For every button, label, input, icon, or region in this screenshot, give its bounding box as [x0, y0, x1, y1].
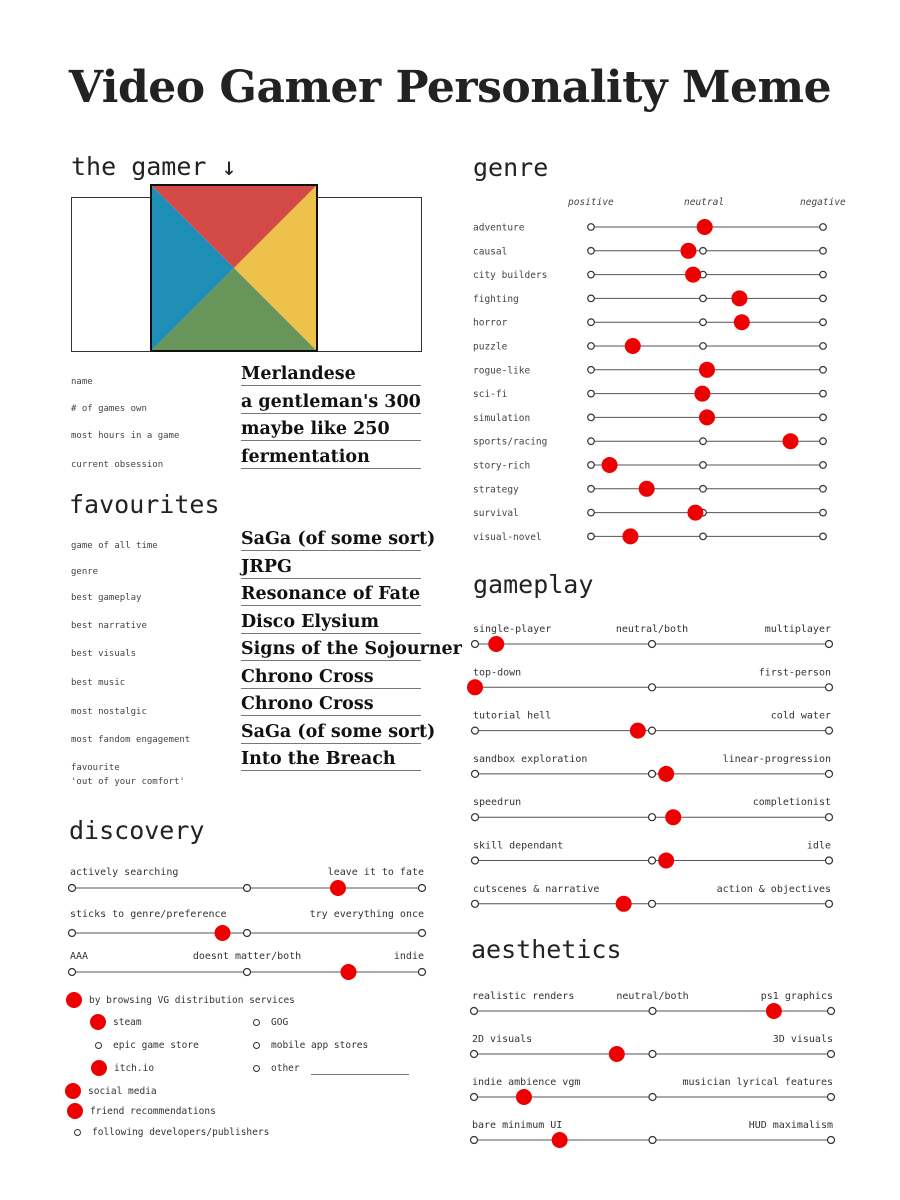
gamer-field-value[interactable]: maybe like 250 — [241, 419, 421, 441]
genre-label: simulation — [473, 412, 531, 424]
discovery-option-label: following developers/publishers — [92, 1126, 270, 1138]
gameplay-scale-left-label: skill dependant — [473, 840, 564, 852]
gameplay-scale-right-label: completionist — [752, 797, 831, 809]
aesthetics-scale-right-label: musician lyrical features — [682, 1077, 833, 1088]
genre-label: sci-fi — [473, 389, 508, 401]
discovery-option-label: steam — [113, 1016, 142, 1028]
discovery-option-label: friend recommendations — [90, 1105, 216, 1117]
aesthetics-scale-right-label: ps1 graphics — [760, 991, 833, 1002]
genre-label: horror — [473, 317, 508, 329]
discovery-scale-left-label: AAA — [70, 951, 89, 962]
gameplay-scale-right-label: cold water — [770, 710, 831, 722]
favourite-value[interactable]: Chrono Cross — [241, 694, 421, 716]
aesthetics-scale-tick — [828, 1137, 835, 1144]
aesthetics-scale-tick — [471, 1008, 478, 1015]
favourite-label: best visuals — [71, 649, 137, 659]
favourite-value[interactable]: Into the Breach — [241, 749, 421, 771]
gameplay-heading: gameplay — [473, 570, 594, 599]
gamer-field-value[interactable]: Merlandese — [241, 364, 421, 386]
genre-label: strategy — [473, 484, 519, 496]
genre-label: puzzle — [473, 341, 508, 353]
favourite-label: game of all time — [71, 541, 158, 551]
aesthetics-scale-marker[interactable] — [766, 1003, 782, 1019]
genre-label: city builders — [473, 270, 548, 282]
genre-label: story-rich — [473, 460, 531, 472]
genre-label: rogue-like — [473, 365, 531, 377]
genre-label: survival — [473, 508, 519, 520]
aesthetics-scale-right-label: 3D visuals — [772, 1034, 833, 1045]
aesthetics-scale-tick — [649, 1008, 656, 1015]
aesthetics-scale[interactable] — [471, 1034, 835, 1062]
aesthetics-scale-marker[interactable] — [516, 1089, 532, 1105]
aesthetics-scale-tick — [649, 1094, 656, 1101]
favourite-label: most nostalgic — [71, 707, 147, 717]
aesthetics-scale[interactable] — [471, 1077, 835, 1105]
discovery-scale-right-label: try everything once — [309, 909, 424, 920]
genre-heading: genre — [473, 153, 549, 182]
discovery-option-label: mobile app stores — [271, 1039, 369, 1051]
discovery-option-label: by browsing VG distribution services — [89, 994, 295, 1006]
favourite-value[interactable]: SaGa (of some sort) — [241, 529, 436, 549]
discovery-option-label: other — [271, 1062, 300, 1074]
aesthetics-scale[interactable] — [471, 1120, 835, 1148]
gameplay-scale-left-label: sandbox exploration — [473, 753, 588, 765]
aesthetics-scale-tick — [828, 1051, 835, 1058]
gamer-field-label: most hours in a game — [71, 431, 180, 441]
aesthetics-scale-tick — [471, 1137, 478, 1144]
aesthetics-scale-tick — [649, 1051, 656, 1058]
favourite-value[interactable]: Disco Elysium — [241, 612, 421, 634]
gamer-field-label: name — [71, 377, 93, 387]
aesthetics-heading: aesthetics — [471, 935, 622, 964]
discovery-option-label: social media — [88, 1085, 157, 1097]
gamer-field-label: current obsession — [71, 460, 164, 470]
aesthetics-scale-marker[interactable] — [552, 1132, 568, 1148]
favourite-label: best narrative — [71, 621, 147, 631]
favourite-label: favourite — [71, 763, 120, 773]
genre-label: causal — [473, 246, 508, 258]
favourite-value[interactable]: SaGa (of some sort) — [241, 722, 436, 742]
genre-col-positive: positive — [568, 197, 614, 208]
gameplay-scale-mid-label: neutral/both — [615, 624, 689, 635]
favourite-value[interactable]: Resonance of Fate — [241, 584, 421, 604]
gameplay-scale-left-label: speedrun — [473, 797, 522, 809]
aesthetics-scale-left-label: indie ambience vgm — [472, 1077, 581, 1088]
aesthetics-scale-tick — [471, 1051, 478, 1058]
gamer-field-label: # of games own — [71, 404, 147, 414]
discovery-scale-right-label: leave it to fate — [327, 867, 424, 878]
favourites-heading: favourites — [69, 490, 220, 519]
gameplay-scale-left-label: top-down — [473, 667, 522, 679]
gameplay-scale-left-label: tutorial hell — [473, 710, 552, 722]
discovery-option-label: itch.io — [114, 1062, 155, 1074]
genre-label: adventure — [473, 222, 525, 234]
favourite-label: genre — [71, 567, 99, 577]
favourite-value[interactable]: Signs of the Sojourner — [241, 639, 462, 659]
aesthetics-scale-tick — [649, 1137, 656, 1144]
genre-col-neutral: neutral — [684, 197, 725, 208]
gameplay-scale-right-label: multiplayer — [764, 624, 831, 635]
aesthetics-scale-left-label: 2D visuals — [472, 1034, 533, 1045]
aesthetics-scale-tick — [828, 1094, 835, 1101]
discovery-scale-left-label: sticks to genre/preference — [70, 909, 227, 920]
page-title: Video Gamer Personality Meme — [68, 62, 832, 113]
aesthetics-scale-left-label: bare minimum UI — [472, 1120, 563, 1131]
aesthetics-scale-tick — [828, 1008, 835, 1015]
discovery-option-label: GOG — [271, 1016, 289, 1028]
gameplay-scale-right-label: linear-progression — [722, 753, 831, 765]
genre-label: fighting — [473, 293, 519, 305]
genre-col-negative: negative — [800, 197, 846, 208]
aesthetics-scale-right-label: HUD maximalism — [748, 1120, 833, 1131]
favourite-label: best music — [71, 678, 126, 688]
gamer-field-value[interactable]: a gentleman's 300 — [241, 392, 421, 412]
discovery-option-label: epic game store — [113, 1039, 199, 1051]
aesthetics-scale-left-label: realistic renders — [472, 991, 575, 1002]
gameplay-scale-right-label: action & objectives — [716, 883, 831, 895]
aesthetics-scale-tick — [471, 1094, 478, 1101]
gamer-heading: the gamer ↓ — [71, 152, 237, 181]
discovery-heading: discovery — [69, 816, 205, 845]
favourite-label: most fandom engagement — [71, 735, 191, 745]
favourite-value[interactable]: JRPG — [241, 557, 421, 579]
genre-label: visual-novel — [473, 531, 542, 543]
discovery-scale-right-label: indie — [393, 951, 424, 962]
aesthetics-scale-mid-label: neutral/both — [616, 991, 689, 1002]
discovery-scale-mid-label: doesnt matter/both — [192, 951, 302, 962]
aesthetics-scale-marker[interactable] — [609, 1046, 625, 1062]
gameplay-scale-right-label: idle — [806, 840, 831, 852]
favourite-value[interactable]: Chrono Cross — [241, 667, 421, 689]
favourite-label-sub: 'out of your comfort' — [71, 777, 185, 787]
gameplay-scale-left-label: single-player — [473, 624, 552, 635]
gameplay-scale-left-label: cutscenes & narrative — [473, 883, 600, 895]
gamer-field-value[interactable]: fermentation — [241, 447, 421, 469]
discovery-scale-left-label: actively searching — [70, 867, 179, 878]
genre-label: sports/racing — [473, 436, 548, 448]
aesthetics-scale[interactable] — [471, 991, 835, 1019]
gameplay-scale-right-label: first-person — [758, 667, 831, 679]
favourite-label: best gameplay — [71, 593, 142, 603]
